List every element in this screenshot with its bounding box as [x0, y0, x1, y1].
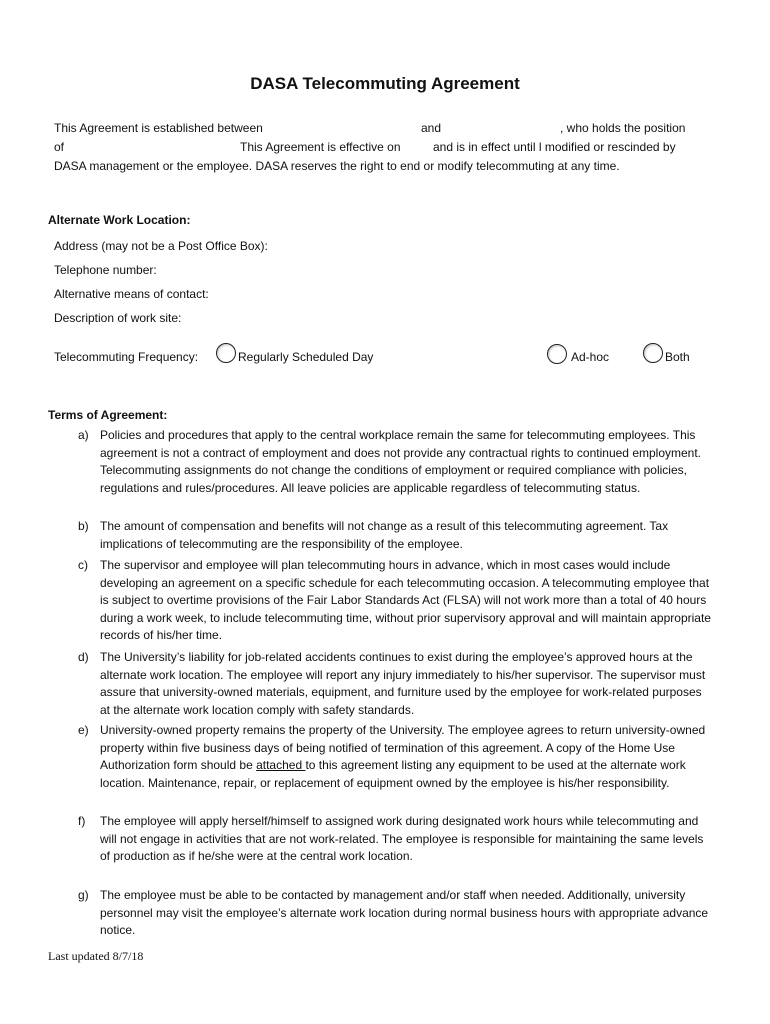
- radio-regularly-scheduled[interactable]: [216, 343, 236, 363]
- footer-last-updated: Last updated 8/7/18: [48, 949, 144, 963]
- term-text: The employee must be able to be contacted by management and/or staff when needed. Additionally, university personnel may visit the employee’s alternate work location during normal business hours with appropriate advance notice.: [100, 888, 709, 938]
- term-text: The University’s liability for job-related accidents continues to exist during the employee’s approved hours at the alternate work location. The employee will report any injury immediately to his/her supervisor. The supervisor must assure that university-owned materials, equipment, and furniture used by the employee for work-related purposes at the alternate work location comply with safety standards.: [100, 650, 706, 717]
- term-letter: g): [78, 888, 89, 902]
- frequency-label: Telecommuting Frequency:: [54, 350, 199, 364]
- option-both-label: Both: [665, 350, 690, 364]
- contact-label: Alternative means of contact:: [54, 287, 209, 301]
- term-letter: e): [78, 723, 89, 737]
- telephone-label: Telephone number:: [54, 263, 157, 277]
- intro-line2-effective: This Agreement is effective on: [240, 140, 401, 154]
- intro-line2-of: of: [54, 140, 65, 154]
- intro-line2-until: and is in effect until l modified or rescinded by: [433, 140, 676, 154]
- term-text: The amount of compensation and benefits will not change as a result of this telecommuting agreement. Tax implications of telecommuting are the responsibility of the employee.: [100, 519, 669, 551]
- term-text-part: to this agreement listing any equipment to be used at the alternate work location. Maintenance, repair, or replacement of equipment owned by the employee is his/her responsibility.: [100, 758, 686, 790]
- term-text: [100, 722, 712, 792]
- term-letter: b): [78, 519, 89, 533]
- intro-line1-and: and: [421, 121, 442, 135]
- option-ad-hoc-label: Ad-hoc: [571, 350, 610, 364]
- term-text: Policies and procedures that apply to the central workplace remain the same for telecommuting employees. This agreement is not a contract of employment and does not provide any contractual rights to continued employment. Telecommuting assignments do not change the conditions of employment or required compliance with policies, regulations and rules/procedures. All leave policies are applicable regardless of telecommuting status.: [100, 428, 702, 495]
- term-text-part: University-owned property remains the property of the University. The employee agrees to return university-owned property within five business days of being notified of termination of this agreement. A copy of the Home Use Authorization form should be: [100, 723, 706, 773]
- term-letter: c): [78, 558, 88, 572]
- intro-line1-position: , who holds the position: [560, 121, 686, 135]
- term-text: The supervisor and employee will plan telecommuting hours in advance, which in most cases would include developing an agreement on a specific schedule for each telecommuting occasion. A telecommuting employee that is subject to overtime provisions of the Fair Labor Standards Act (FLSA) will not work more than a total of 40 hours during a work week, to include telecommuting time, without prior supervisory approval and will maintain appropriate records of his/her time.: [100, 558, 711, 643]
- page-title: DASA Telecommuting Agreement: [250, 74, 520, 93]
- intro-line1-text: This Agreement is established between: [54, 121, 263, 135]
- radio-both[interactable]: [643, 343, 663, 363]
- description-label: Description of work site:: [54, 311, 182, 325]
- attached-link[interactable]: attached: [256, 758, 306, 773]
- term-text: The employee will apply herself/himself to assigned work during designated work hours while telecommuting and will not engage in activities that are not work-related. The employee is responsible for maintaining the same levels of production as if he/she were at the central work location.: [100, 814, 704, 864]
- address-label: Address (may not be a Post Office Box):: [54, 239, 268, 253]
- option-regularly-scheduled-label: Regularly Scheduled Day: [238, 350, 374, 364]
- alternate-location-heading: Alternate Work Location:: [48, 213, 191, 227]
- radio-ad-hoc[interactable]: [547, 344, 567, 364]
- term-letter: a): [78, 428, 89, 442]
- terms-heading: Terms of Agreement:: [48, 408, 168, 422]
- term-letter: f): [78, 814, 86, 828]
- intro-line3: DASA management or the employee. DASA reserves the right to end or modify telecommuting at any time.: [54, 159, 620, 173]
- term-letter: d): [78, 650, 89, 664]
